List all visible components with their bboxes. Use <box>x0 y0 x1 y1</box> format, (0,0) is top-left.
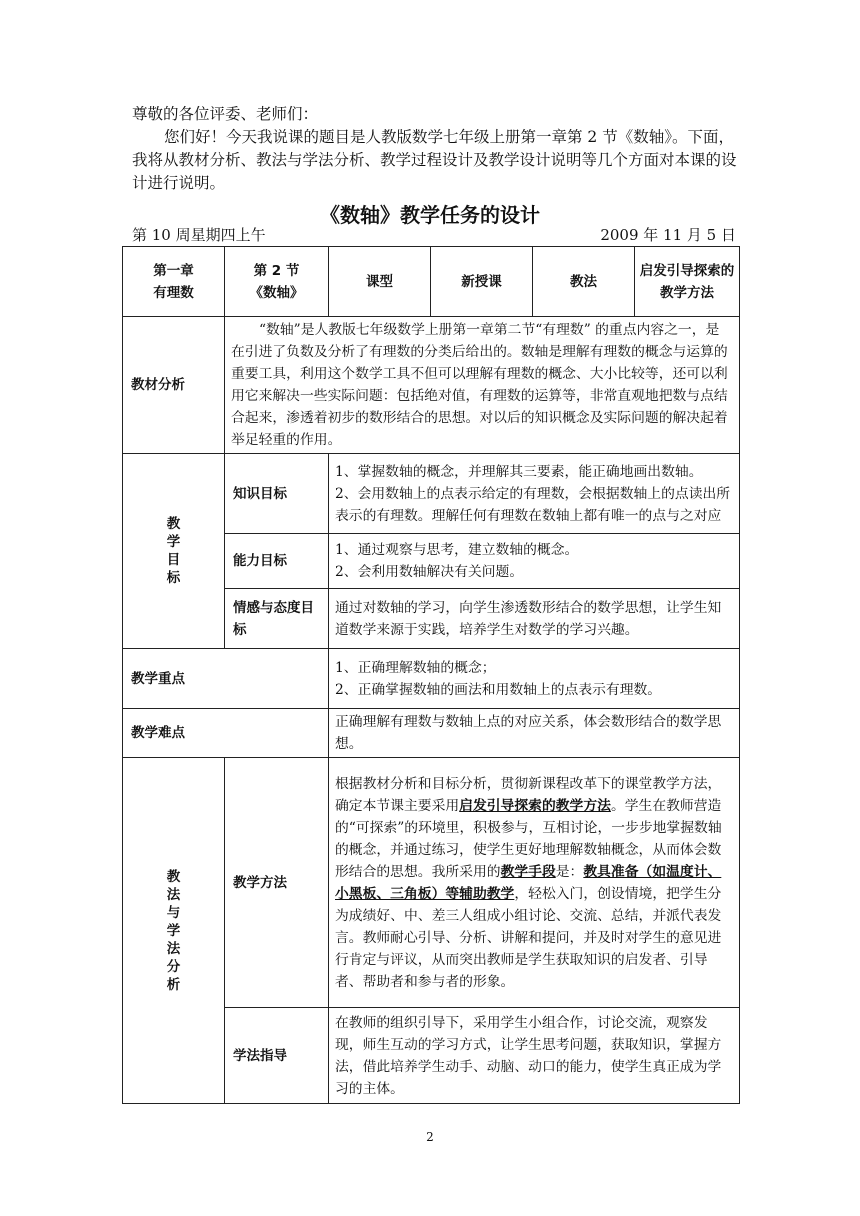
key-points-text <box>329 649 740 709</box>
aids-emphasis: 教具准备（如温度计、小黑板、三角板）等辅助教学 <box>335 863 722 902</box>
page-number: 2 <box>426 1130 434 1144</box>
ability-item-1: 1、通过观察与思考，建立数轴的概念。 <box>335 542 579 558</box>
section-cell <box>225 247 329 317</box>
week-info: 第 10 周星期四上午 <box>132 226 266 244</box>
chapter-cell <box>123 247 225 317</box>
learning-guidance-label: 学法指导 <box>225 1008 329 1104</box>
attitude-text: 通过对数轴的学习，向学生渗透数形结合的数学思想，让学生知道数学来源于实践，培养学生对数学的学习兴趣。 <box>329 589 740 649</box>
chapter-line-2: 有理数 <box>153 284 194 301</box>
lesson-type-value: 新授课 <box>431 247 533 317</box>
method-value: 启发引导探索的教学方法 <box>635 247 740 317</box>
document-title: 《数轴》教学任务的设计 <box>320 203 540 227</box>
key-point-2: 2、正确掌握数轴的画法和用数轴上的点表示有理数。 <box>335 681 662 698</box>
lesson-type-label: 课型 <box>329 247 431 317</box>
knowledge-text <box>329 454 740 534</box>
objectives-label: 教 学 目 标 <box>123 454 225 649</box>
ability-label: 能力目标 <box>225 534 329 589</box>
knowledge-label: 知识目标 <box>225 454 329 534</box>
material-analysis-label: 教材分析 <box>123 317 225 454</box>
lesson-design-table <box>122 246 740 1104</box>
attitude-label: 情感与态度目标 <box>225 589 329 649</box>
teaching-method-label: 教学方法 <box>225 758 329 1008</box>
intro-block <box>132 103 742 195</box>
method-label: 教法 <box>533 247 635 317</box>
knowledge-item-1: 1、掌握数轴的概念，并理解其三要素，能正确地画出数轴。 <box>335 463 703 480</box>
material-analysis-text: “数轴”是人教版七年级数学上册第一章第二节“有理数” 的重点内容之一，是在引进了负数及分析了有理数的分类后给出的。数轴是理解有理数的概念与运算的重要工具，利用这个数学工具不但可以理解有理数的概念、大小比较等，还可以利用它来解决一些实际问题：包括绝对值，有理数的运算等，非常直观地把数与点结合起来，渗透着初步的数形结合的思想。对以后的知识概念及实际问题的解决起着举足轻重的作用。 <box>225 317 740 454</box>
difficulties-text: 正确理解有理数与数轴上点的对应关系，体会数形结合的数学思想。 <box>329 709 740 758</box>
material-analysis-row <box>123 317 740 454</box>
teaching-method-row <box>123 758 740 1008</box>
key-points-label: 教学重点 <box>123 649 329 709</box>
difficulties-row <box>123 709 740 758</box>
method-emphasis: 启发引导探索的教学方法 <box>459 797 611 814</box>
ability-item-2: 2、会利用数轴解决有关问题。 <box>335 564 524 580</box>
key-point-1: 1、正确理解数轴的概念； <box>335 659 496 676</box>
greeting: 尊敬的各位评委、老师们： <box>132 105 319 123</box>
chapter-line-1: 第一章 <box>153 262 194 279</box>
section-line-2: 《数轴》 <box>249 284 304 301</box>
section-line-1: 第 2 节 <box>253 262 300 279</box>
difficulties-label: 教学难点 <box>123 709 329 758</box>
knowledge-item-2: 2、会用数轴上的点表示给定的有理数，会根据数轴上的点读出所表示的有理数。理解任何有理数在数轴上都有唯一的点与之对应 <box>335 485 731 524</box>
date-info: 2009 年 11 月 5 日 <box>600 226 736 244</box>
header-row <box>123 247 740 317</box>
intro-paragraph: 您们好！今天我说课的题目是人教版数学七年级上册第一章第 2 节《数轴》。下面，我将从教材分析、教法与学法分析、教学过程设计及教学设计说明等几个方面对本课的设计进行说明。 <box>132 128 737 192</box>
learning-guidance-text: 在教师的组织引导下，采用学生小组合作，讨论交流，观察发现，师生互动的学习方式，让学生思考问题，获取知识，掌握方法，借此培养学生动手、动脑、动口的能力，使学生真正成为学习的主体。 <box>329 1008 740 1104</box>
key-points-row <box>123 649 740 709</box>
means-emphasis: 教学手段 <box>500 863 556 880</box>
knowledge-row <box>123 454 740 534</box>
methods-label: 教 法 与 学 法 分 析 <box>123 758 225 1104</box>
teaching-method-text: 根据教材分析和目标分析，贯彻新课程改革下的课堂教学方法，确定本节课主要采用启发引导探索的教学方法。学生在教师营造的“可探索”的环境里，积极参与，互相讨论，一步步地掌握数轴的概念，并通过练习，使学生更好地理解数轴概念，从而体会数形结合的思想。我所采用的教学手段是：教具准备（如温度计、小黑板、三角板）等辅助教学，轻松入门，创设情境，把学生分为成绩好、中、差三人组成小组讨论、交流、总结，并派代表发言。教师耐心引导、分析、讲解和提问，并及时对学生的意见进行肯定与评议，从而突出教师是学生获取知识的启发者、引导者、帮助者和参与者的形象。 <box>329 758 740 1008</box>
ability-text <box>329 534 740 589</box>
